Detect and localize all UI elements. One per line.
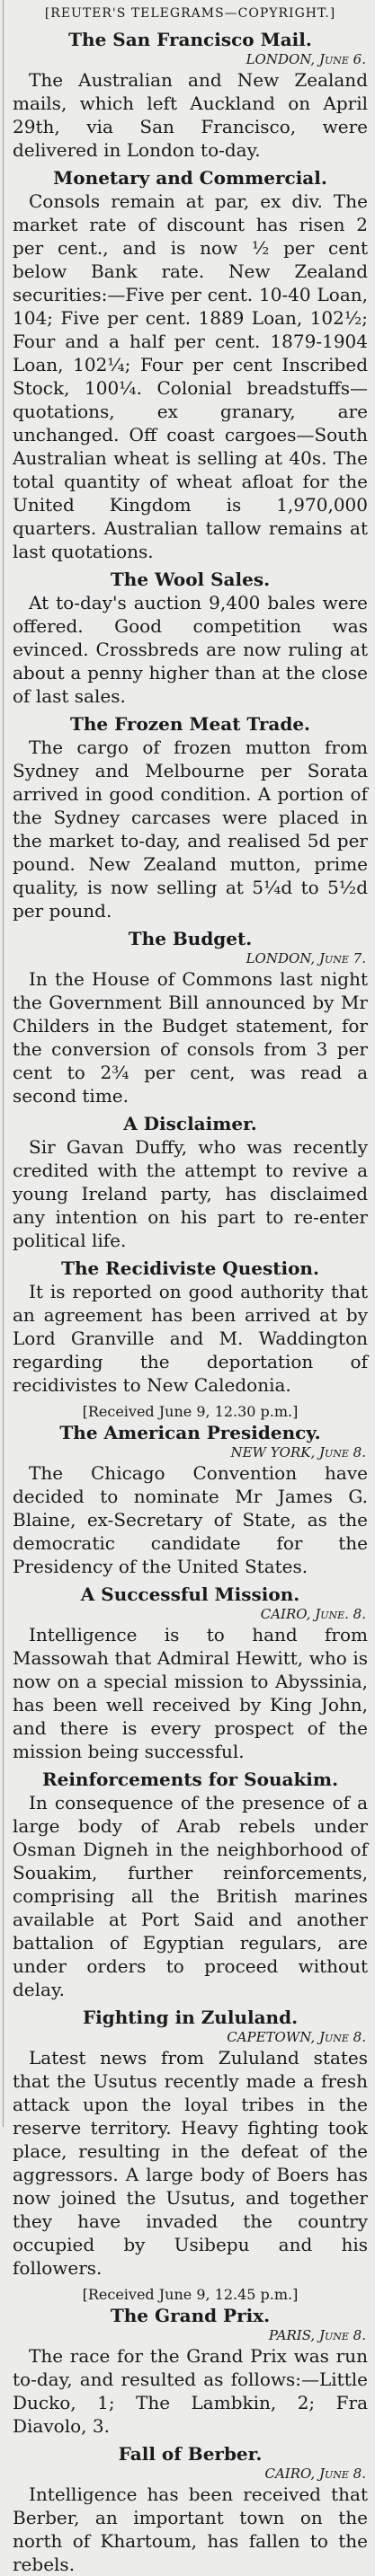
article-body: At to-day's auction 9,400 bales were offered. Good competition was evinced. Crossbreds are now ruling at about a penny higher than at the close of last sales.	[13, 592, 368, 707]
article	[13, 1113, 368, 1252]
article	[13, 1257, 368, 1397]
article	[13, 928, 368, 1107]
article-body: In consequence of the presence of a large body of Arab rebels under Osman Digneh in the neighborhood of Souakim, further reinforcements, comprising all the British marines available at Port Said and another battalion of Egyptian regulars, are under orders to proceed without delay.	[13, 1792, 368, 2000]
article	[13, 29, 368, 162]
article-body: The Australian and New Zealand mails, which left Auckland on April 29th, via San Francisco, were delivered in London to-day.	[13, 69, 368, 161]
column-rule	[3, 0, 4, 2127]
article-headline: Monetary and Commercial.	[53, 167, 327, 189]
article-headline: Reinforcements for Souakim.	[41, 1769, 339, 1790]
article-headline: The Grand Prix.	[110, 2305, 271, 2326]
article-body: Latest news from Zululand states that the Usutus recently made a fresh attack upon the loyal tribes in the reserve territory. Heavy fighting took place, resulting in the defeat of the aggressors. A large body of Boers has now joined the Usutus, and together they have invaded the country occupied by Usibepu and his followers.	[13, 2047, 368, 2279]
article	[13, 1584, 368, 1763]
article	[13, 569, 368, 708]
article-headline: Fighting in Zululand.	[82, 2007, 299, 2028]
article-dateline: LONDON, June 7.	[246, 950, 366, 966]
article-headline: A Successful Mission.	[80, 1584, 300, 1605]
article-dateline: LONDON, June 6.	[246, 51, 366, 67]
article-dateline: PARIS, June 8.	[268, 2327, 366, 2343]
article-headline: A Disclaimer.	[123, 1113, 257, 1134]
article-dateline: NEW YORK, June 8.	[230, 1444, 366, 1460]
article-body: Intelligence is to hand from Massowah that Admiral Hewitt, who is now on a special mission to Abyssinia, has been well received by King John, and there is every prospect of the mission being successful.	[13, 1624, 368, 1762]
article-body: Intelligence has been received that Berber, an important town on the north of Khartoum, has fallen to the rebels.	[13, 2483, 368, 2575]
masthead: [REUTER'S TELEGRAMS—COPYRIGHT.]	[44, 6, 336, 21]
article-dateline: CAPETOWN, June 8.	[227, 2029, 366, 2045]
article-headline: The Frozen Meat Trade.	[69, 713, 311, 735]
article-headline: The American Presidency.	[59, 1422, 321, 1443]
article-body: It is reported on good authority that an agreement has been arrived at by Lord Granville and M. Waddington regarding the deportation of recidivistes to New Caledonia.	[13, 1281, 368, 1396]
article	[13, 1422, 368, 1578]
received-notice: [Received June 9, 12.30 p.m.]	[82, 1403, 299, 1420]
article	[13, 1769, 368, 2001]
article	[13, 2305, 368, 2438]
received-notice: [Received June 9, 12.45 p.m.]	[82, 2286, 299, 2303]
article-body: The Chicago Convention have decided to nominate Mr James G. Blaine, ex-Secretary of State, as the democratic candidate for the Presidency of the United States.	[13, 1462, 368, 1577]
article-headline: The Recidiviste Question.	[61, 1257, 319, 1279]
article-body: The race for the Grand Prix was run to-day, and resulted as follows:—Little Ducko, 1; The Lambkin, 2; Fra Diavolo, 3.	[13, 2345, 368, 2437]
article-body: The cargo of frozen mutton from Sydney and Melbourne per Sorata arrived in good condition. A portion of the Sydney carcases were placed in the market to-day, and realised 5d per pound. New Zealand mutton, prime quality, is now selling at 5¼d to 5½d per pound.	[13, 737, 368, 922]
article-list	[13, 29, 368, 2576]
article-dateline: CAIRO, June 8.	[264, 2466, 366, 2482]
article	[13, 167, 368, 563]
article-headline: The San Francisco Mail.	[68, 29, 312, 50]
article-body: In the House of Commons last night the Government Bill announced by Mr Childers in the Budget statement, for the conversion of consols from 3 per cent to 2¾ per cent, was read a second time.	[13, 968, 368, 1107]
article	[13, 2007, 368, 2280]
article-headline: The Wool Sales.	[110, 569, 271, 590]
article-headline: Fall of Berber.	[118, 2443, 263, 2465]
article-headline: The Budget.	[128, 928, 253, 949]
article-body: Consols remain at par, ex div. The market rate of discount has risen 2 per cent., and is now ½ per cent below Bank rate. New Zealand securities:—Five per cent. 10-40 Loan, 104; Five per cent. 1889 Loan, 102½; Four and a half per cent. 1879-1904 Loan, 102¼; Four per cent Inscribed Stock, 100¼. Colonial breadstuffs—quotations, ex granary, are unchanged. Off coast cargoes—South Australian wheat is selling at 40s. The total quantity of wheat afloat for the United Kingdom is 1,970,000 quarters. Australian tallow remains at last quotations.	[13, 190, 368, 562]
article	[13, 2443, 368, 2576]
article-body: Sir Gavan Duffy, who was recently credited with the attempt to revive a young Ireland party, has disclaimed any intention on his part to re-enter political life.	[13, 1136, 368, 1251]
article	[13, 713, 368, 922]
article-dateline: CAIRO, June. 8.	[260, 1606, 366, 1622]
